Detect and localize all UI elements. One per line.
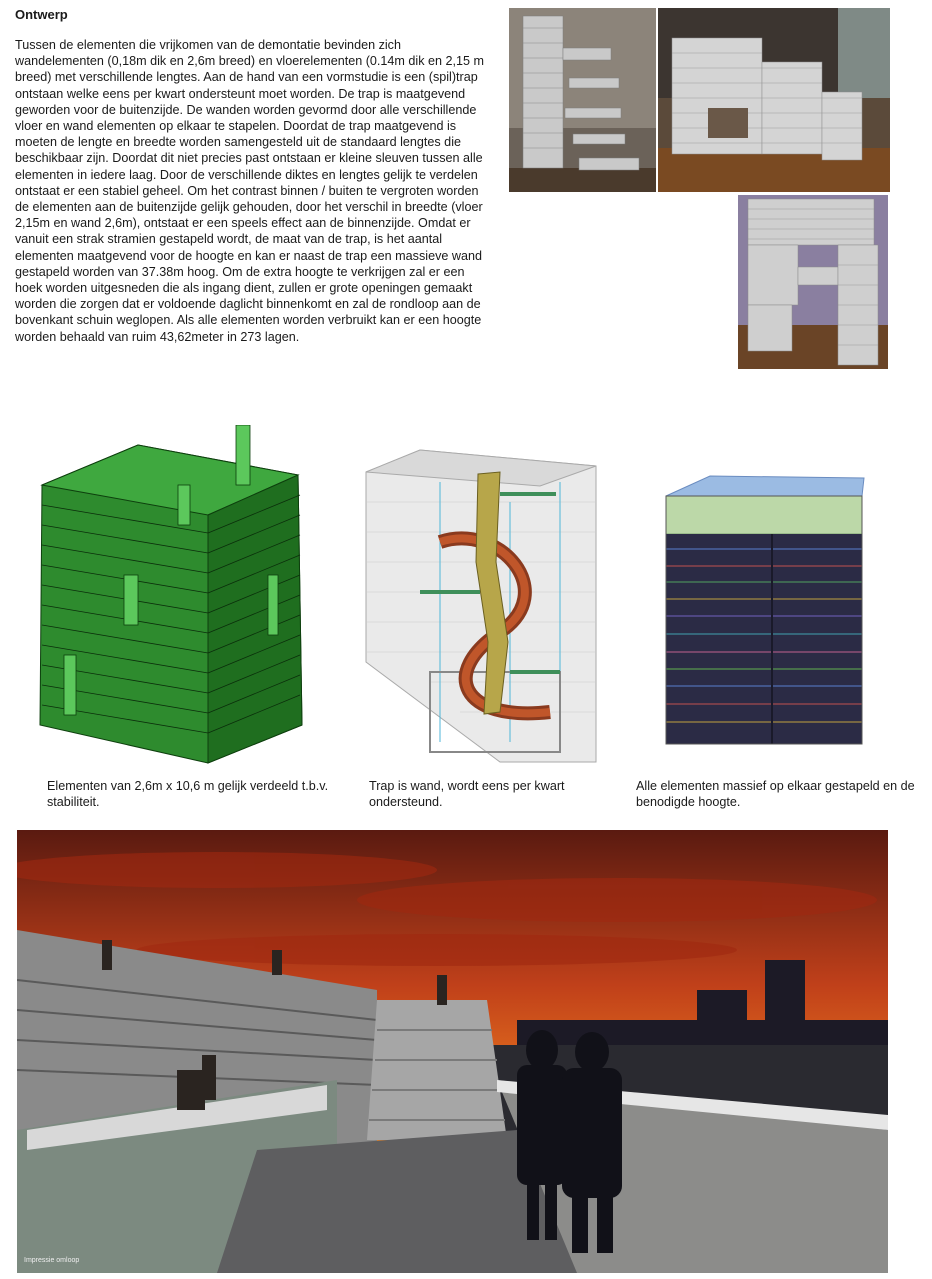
caption-elements: Elementen van 2,6m x 10,6 m gelijk verdeeld t.b.v. stabiliteit. [47,779,329,809]
model-photo-stack [658,8,890,192]
body-paragraph: Tussen de elementen die vrijkomen van de demontatie bevinden zich wandelementen (0,18m dik en 2,6m breed) en vloerelementen (0.14m dik en 2,15 m breed) met verschillende lengtes. Aan de hand van een vormstudie is een (spil)trap ontstaan welke eens per kwart ondersteunt moet worden. De trap is maatgevend geworden voor de buitenzijde. De wanden worden gevormd door alle verschillende vloer en wand elementen op elkaar te stapelen. Doordat de trap maatgevend is moeten de lengte en breedte worden samengesteld uit de standaard lengtes die beschikbaar zijn. Doordat dit niet precies past ontstaan er kleine sleuven tussen alle elementen in iedere laag. Door de verschillende diktes en lengtes gelijk te verdelen ontstaat er een stabiel geheel. Om het contrast binnen / buiten te vergroten worden de elementen aan de buitenzijde gelijk gehouden, door het verschil in breedte (vloer 2,15m en wand 2,6m), ontstaat er een speels effect aan de binnenzijde. Omdat er vanuit een strak stramien gestapeld wordt, de maat van de trap, is het aantal elementen maatgevend voor de hoogte en kan er naast de trap een massieve wand gestapeld worden van 37.38m hoog. Om de extra hoogte te verkrijgen zal er een hoek worden uitgesneden die als ingang dient, zullen er grote openingen gemaakt worden die zorgen dat er voldoende daglicht binnenkomt en zal de rondloop aan de bovenkant schuin weglopen. Als alle elementen worden verbruikt kan er een hoogte worden behaald van ruim 43,62meter in 273 lagen. [15,38,485,344]
green-elements-model [28,425,318,765]
model-photo-spiral [509,8,656,192]
massive-block-model [662,474,867,769]
page-title: Ontwerp [15,7,68,22]
render-label: Impressie omloop [24,1257,80,1264]
caption-stair: Trap is wand, wordt eens per kwart ondersteund. [369,779,565,809]
model-photo-closeup [738,195,888,369]
stair-wall-model [360,442,600,767]
caption-massive: Alle elementen massief op elkaar gestapeld en de benodigde hoogte. [636,779,915,809]
impression-render [17,830,888,1273]
